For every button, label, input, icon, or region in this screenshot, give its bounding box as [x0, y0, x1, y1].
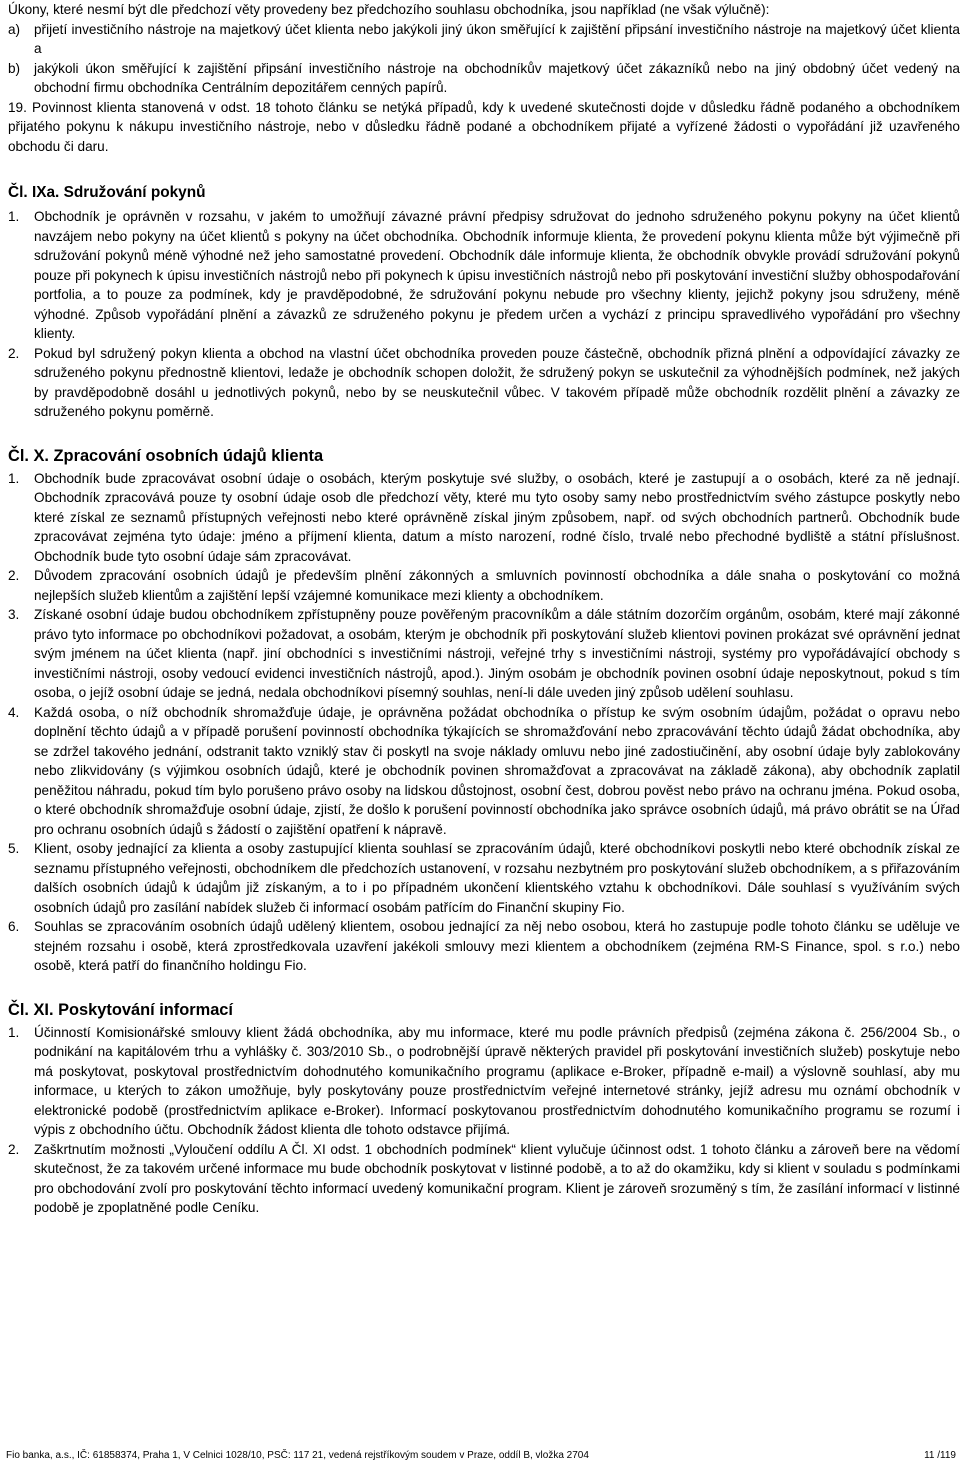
section-heading-xi: Čl. XI. Poskytování informací [8, 1000, 233, 1019]
list-item [8, 59, 960, 98]
paragraph-text: Povinnost klienta stanovená v odst. 18 tohoto článku se netýká případů, kdy k uvedené skutečnosti dojde v důsledku řádně podaného a obchodníkem přijatého pokynu k nákupu investičního nástroje, nebo v důsledku řádně podané a obchodníkem přijaté a vyřízené žádosti o vypořádání již uzavřeného obchodu či daru. [8, 99, 960, 154]
list-item-text: Klient, osoby jednající za klienta a osoby zastupující klienta souhlasí se zpracováním údajů, které obchodníkovi poskytli nebo které obchodník získal ze seznamu přístupného veřejnosti, obchodníkem dle předchozích ustanovení, v rozsahu nezbytném pro poskytování služeb obchodníkem, a s přiřazováním dalších osobních údajů k údajům již získaným, a to i po případném ukončení klientského vztahu k obchodníkovi. Dále souhlasí s využíváním svých osobních údajů pro zasílání nabídek služeb či informací osobám patřícím do Finanční skupiny Fio. [34, 841, 960, 915]
list-item [8, 566, 960, 605]
list-item [8, 469, 960, 567]
list-item-text: Obchodník je oprávněn v rozsahu, v jakém to umožňují závazné právní předpisy sdružovat do jednoho sdruženého pokynu pokyny na účet klientů navzájem nebo pokyny na účet klientů s pokyny na účet obchodníka. Obchodník informuje klienta, že provedení pokynu klienta může být výjimečně při sdružování pokynů méně výhodné než jeho samostatné provedení. Obchodník dále informuje klienta, že obchodník obvykle provádí sdružování pokynů pouze při pokynech k úpisu investičních nástrojů nebo při pokynech k úpisu investičních nástrojů nebo při poskytování investiční služby obhospodařování portfolia, a to pouze za podmínek, kdy je pravděpodobné, že sdružování pokynu nebude pro všechny klienty, jejichž pokyny jsou sdruženy, méně výhodné. Způsob vypořádání plnění a závazků ze sdruženého pokynu je předem určen a vychází z principu spravedlivého vypořádání pro všechny klienty. [34, 209, 960, 341]
list-item [8, 344, 960, 422]
list-item-text: Pokud byl sdružený pokyn klienta a obchod na vlastní účet obchodníka proveden pouze částečně, obchodník přizná plnění a odpovídající závazky ze sdruženého pokynu přednostně klientovi, ledaže je obchodník schopen doložit, že sdružený pokyn se uskutečnil za výhodnějších podmínek, než jakých by pravděpodobně dosáhl u jednotlivých pokynů, nebo by se neuskutečnil vůbec. V takovém případě může obchodník rozdělit plnění a závazky ze sdruženého pokynu poměrně. [34, 345, 960, 419]
list-item-number: 6. [8, 919, 20, 934]
list-item [8, 839, 960, 917]
list-item-text: jakýkoli úkon směřující k zajištění připsání investičního nástroje na obchodníkův majetkový účet zákazníků nebo na jiný obdobný účet vedený na obchodní firmu obchodníka Centrálním depozitářem cenných papírů. [34, 60, 960, 95]
intro-lead: Úkony, které nesmí být dle předchozí věty provedeny bez předchozího souhlasu obchodníka, jsou například (ne však výlučně): [8, 2, 770, 17]
list-item-number: 1. [8, 470, 20, 486]
list-item [8, 605, 960, 703]
list-item-text: Souhlas se zpracováním osobních údajů udělený klientem, osobou jednající za něj nebo osobou, která ho zastupuje podle tohoto článku se uděluje ve stejném rozsahu i osobě, která zprostředkovala uzavření jakékoli smlouvy mezi klientem a obchodníkem (zejména RM-S Finance, spol. s r.o.) nebo osobě, která patří do finančního holdingu Fio. [34, 919, 960, 973]
list-item [8, 20, 960, 59]
list-item [8, 207, 960, 344]
list-item-number: 3. [8, 607, 20, 622]
list-item-text: přijetí investičního nástroje na majetkový účet klienta nebo jakýkoli jiný úkon směřující k zajištění připsání investičního nástroje na majetkový účet klienta a [34, 21, 960, 56]
list-item-text: Každá osoba, o níž obchodník shromažďuje údaje, je oprávněna požádat obchodníka o přístup ke svým osobním údajům, požádat o opravu nebo doplnění těchto údajů a v případě porušení povinností obchodníka týkajících se shromažďování nebo zpracovávání těchto údajů žádat obchodníka, aby se zdržel takového jednání, odstranit takto vzniklý stav či poskytl na svoje náklady omluvu nebo jiné zadostiučinění, aby osobní údaje byly zablokovány nebo zlikvidovány (s výjimkou osobních údajů, které je obchodník povinen shromažďovat a zpracovávat na základě zákona), aby obchodník zaplatil peněžitou náhradu, pokud tím bylo porušeno právo osoby na lidskou důstojnost, osobní čest, dobrou pověst nebo právo na ochranu jména. Pokud osoba, o které obchodník shromažďuje osobní údaje, zjistí, že došlo k porušení povinností obchodníka jako správce osobních údajů, má právo obrátit se na Úřad pro ochranu osobních údajů s žádostí o zajištění opatření k nápravě. [34, 704, 960, 837]
list-item-number: a) [8, 21, 21, 37]
list-item [8, 1140, 960, 1218]
list-item-number: 2. [8, 1141, 20, 1157]
list-item-number: 4. [8, 704, 20, 720]
document-page [8, 0, 960, 1218]
list-item [8, 703, 960, 840]
list-item-number: 1. [8, 1024, 20, 1040]
list-item-number: b) [8, 60, 21, 76]
paragraph-number: 19. [8, 99, 27, 115]
list-item-text: Obchodník bude zpracovávat osobní údaje o osobách, kterým poskytuje své služby, o osobách, které je zastupují a o osobách, které za ně jednají. Obchodník zpracovává pouze ty osobní údaje osob dle předchozí věty, které mu tyto osoby samy nebo prostřednictvím svého zástupce poskytly nebo které získal ze seznamů přístupných veřejnosti nebo které oprávněně získal jiným způsobem, např. od svých obchodních partnerů. Obchodník bude zpracovávat zejména tyto údaje: jméno a příjmení klienta, datum a místo narození, rodné číslo, trvalé nebo přechodné bydliště a státní příslušnost. Obchodník bude tyto osobní údaje sám zpracovávat. [34, 470, 960, 564]
list-item-text: Zaškrtnutím možnosti „Vyloučení oddílu A Čl. XI odst. 1 obchodních podmínek“ klient vylučuje účinnost odst. 1 tohoto článku a zároveň bere na vědomí skutečnost, že za takovém určené informace mu bude obchodník poskytovat v listinné podobě, a to až do okamžiku, kdy si klient v souladu s podmínkami pro obchodování zvolí pro poskytování těchto informací uvedený komunikační program. Klient je zároveň srozuměný s tím, že zasílání informací v listinné podobě je zpoplatněné podle Ceníku. [34, 1141, 960, 1215]
list-item-text: Důvodem zpracování osobních údajů je především plnění zákonných a smluvních povinností obchodníka a dále snaha o poskytování co možná nejlepších služeb klientům a zajištění lepší vzájemné komunikace mezi klienty a obchodníkem. [34, 568, 960, 603]
list-item [8, 1023, 960, 1140]
list-item-number: 1. [8, 209, 20, 224]
list-item-number: 5. [8, 841, 20, 856]
page-number: 11 /119 [924, 1450, 956, 1461]
list-item [8, 917, 960, 976]
section-heading-ixa: Čl. IXa. Sdružování pokynů [8, 184, 206, 201]
list-item-text: Účinností Komisionářské smlouvy klient žádá obchodníka, aby mu informace, které mu podle právních předpisů (zejména zákona č. 256/2004 Sb., o podnikání na kapitálovém trhu a vyhlášky č. 303/2010 Sb., o podrobnější úpravě některých pravidel při poskytování investičních služeb) poskytuje nebo má poskytovat, poskytoval prostřednictvím dohodnutého komunikačního programu (aplikace e-Broker, případně e-mail) a výslovně souhlasí, aby mu informace, u kterých to zákon umožňuje, byly poskytovány pouze prostřednictvím veřejné internetové stránky, jejíž adresu mu oznámí obchodník v elektronické podobě (prostřednictvím aplikace e-Broker). Informací poskytovanou prostřednictvím dohodnutého komunikačního programu se rozumí i výpis z obchodního účtu. Obchodník žádost klienta dle tohoto odstavce přijímá. [34, 1024, 960, 1137]
list-item-number: 2. [8, 345, 20, 361]
footer-company-info: Fio banka, a.s., IČ: 61858374, Praha 1, V Celnici 1028/10, PSČ: 117 21, vedená rejstříkovým soudem v Praze, oddíl B, vložka 2704 [6, 1450, 589, 1461]
list-item-text: Získané osobní údaje budou obchodníkem zpřístupněny pouze pověřeným pracovníkům a dále státním dozorčím orgánům, osobám, které mají zákonné právo tyto informace po obchodníkovi požadovat, a osobám, kterým je obchodník při poskytování služeb klientovi povinen prokázat své oprávnění jednat svým jménem na účet klienta (např. jiní obchodníci s investičními nástroji, veřejné trhy s investičními nástroji, systémy pro vypořádávající obchody s investičními nástroji, osoby vedoucí evidenci investičních nástrojů, apod.). Jiným osobám je obchodník povinen osobní údaje neposkytnout, pokud s tím osoba, o jejíž osobní údaje se jedná, nedala obchodníkovi písemný souhlas, není-li dále uveden jiný způsob udělení souhlasu. [34, 607, 960, 700]
paragraph-19 [8, 98, 960, 157]
list-item-number: 2. [8, 568, 20, 583]
section-heading-x: Čl. X. Zpracování osobních údajů klienta [8, 446, 324, 465]
